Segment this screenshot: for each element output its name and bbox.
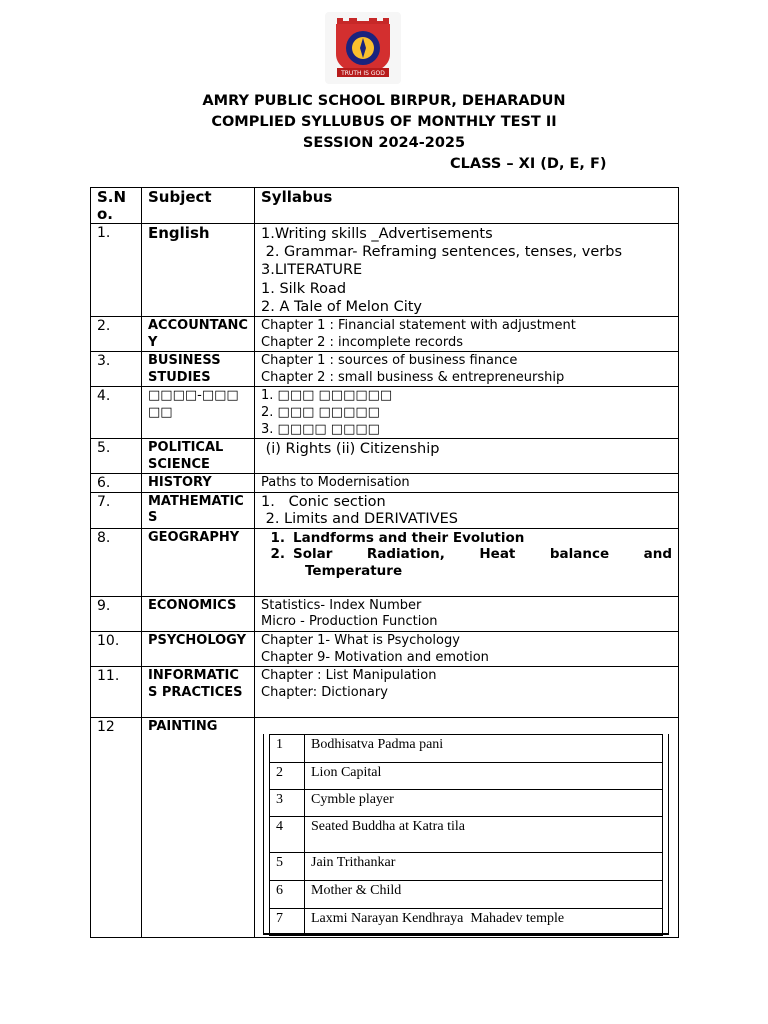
row-syllabus: [255, 667, 679, 718]
syllabus-line: 1.Writing skills _Advertisements: [261, 226, 493, 242]
row-sno: 10.: [91, 631, 142, 666]
syllabus-line: 2. Limits and DERIVATIVES: [261, 510, 458, 527]
syllabus-line: Chapter : List Manipulation: [261, 668, 437, 684]
painting-row: [270, 853, 663, 881]
table-row: [91, 317, 679, 352]
row-subject: MATHEMATICS: [142, 492, 255, 528]
painting-row: [270, 763, 663, 790]
geo-item-2: 2. Solar Radiation, Heat balance and Temperature: [270, 546, 672, 579]
row-syllabus: [255, 317, 679, 352]
syllabus-table: [90, 187, 679, 938]
syllabus-line: 1. □□□ □□□□□□: [261, 388, 393, 404]
table-header-row: [91, 188, 679, 224]
row-syllabus: [255, 596, 679, 631]
row-sno: 4.: [91, 387, 142, 439]
painting-name: Bodhisatva Padma pani: [305, 735, 663, 763]
syllabus-line: Chapter 2 : small business & entrepreneurship: [261, 369, 565, 385]
row-syllabus: [255, 224, 679, 317]
row-subject: PSYCHOLOGY: [142, 631, 255, 666]
row-syllabus: Paths to Modernisation: [255, 474, 679, 493]
row-sno: 12: [91, 718, 142, 938]
painting-name: Cymble player: [305, 790, 663, 817]
row-syllabus: [255, 528, 679, 596]
syllabus-line: 1. Silk Road: [261, 280, 347, 297]
syllabus-line: Landforms and their Evolution: [293, 529, 525, 546]
table-row: [91, 474, 679, 493]
painting-name: Jain Trithankar: [305, 853, 663, 881]
painting-row: [270, 790, 663, 817]
painting-row: [270, 909, 663, 936]
row-syllabus: [255, 492, 679, 528]
painting-name: Mother & Child: [305, 881, 663, 909]
row-sno: 9.: [91, 596, 142, 631]
row-subject: GEOGRAPHY: [142, 528, 255, 596]
syllabus-line: Chapter 9- Motivation and emotion: [261, 649, 489, 665]
row-syllabus: (i) Rights (ii) Citizenship: [255, 439, 679, 474]
syllabus-line: 2. Grammar- Reframing sentences, tenses, verbs: [261, 244, 622, 261]
row-sno: 8.: [91, 528, 142, 596]
syllabus-line: Statistics- Index Number: [261, 597, 422, 613]
document-title: COMPLIED SYLLUBUS OF MONTHLY TEST II: [211, 114, 557, 130]
syllabus-line: Chapter 1 : sources of business finance: [261, 353, 518, 369]
syllabus-line: 2. □□□ □□□□□: [261, 404, 380, 420]
syllabus-line: 3.LITERATURE: [261, 262, 363, 279]
syllabus-line: Chapter 1 : Financial statement with adjustment: [261, 318, 576, 334]
painting-number: 7: [270, 909, 305, 936]
row-sno: 6.: [91, 474, 142, 493]
table-row: [91, 352, 679, 387]
header-sno: S.No.: [91, 188, 142, 224]
geo-item-1: 1. Landforms and their Evolution: [270, 529, 525, 546]
row-sno: 3.: [91, 352, 142, 387]
logo-motto: TRUTH IS GOD: [341, 70, 385, 77]
table-row: [91, 528, 679, 596]
table-row: [91, 667, 679, 718]
row-syllabus: [255, 718, 679, 938]
school-name: AMRY PUBLIC SCHOOL BIRPUR, DEHARADUN: [202, 93, 566, 109]
row-subject: ACCOUNTANCY: [142, 317, 255, 352]
syllabus-line: Chapter 1- What is Psychology: [261, 632, 460, 648]
row-syllabus: [255, 352, 679, 387]
row-subject: PAINTING: [142, 718, 255, 938]
syllabus-line: 2. A Tale of Melon City: [261, 298, 423, 315]
class-line: CLASS – XI (D, E, F): [450, 156, 607, 172]
header-syllabus: Syllabus: [255, 188, 679, 224]
painting-number: 6: [270, 881, 305, 909]
painting-number: 1: [270, 735, 305, 763]
row-syllabus: [255, 387, 679, 439]
session-line: SESSION 2024-2025: [302, 135, 466, 151]
table-row: [91, 387, 679, 439]
table-row: [91, 631, 679, 666]
painting-number: 4: [270, 817, 305, 853]
table-row: [91, 439, 679, 474]
table-row: [91, 492, 679, 528]
syllabus-line: 1. Conic section: [261, 493, 386, 510]
syllabus-line: 3. □□□□ □□□□: [261, 421, 380, 437]
painting-row: [270, 881, 663, 909]
row-sno: 2.: [91, 317, 142, 352]
table-row: [91, 596, 679, 631]
painting-table: [269, 734, 663, 936]
row-subject: HISTORY: [142, 474, 255, 493]
row-sno: 5.: [91, 439, 142, 474]
row-sno: 1.: [91, 224, 142, 317]
painting-row: [270, 817, 663, 853]
row-syllabus: [255, 631, 679, 666]
syllabus-line: Micro - Production Function: [261, 614, 438, 630]
painting-number: 5: [270, 853, 305, 881]
row-subject: INFORMATICS PRACTICES: [142, 667, 255, 718]
row-sno: 11.: [91, 667, 142, 718]
row-subject: BUSINESS STUDIES: [142, 352, 255, 387]
table-row: [91, 224, 679, 317]
row-subject: ECONOMICS: [142, 596, 255, 631]
painting-table-frame: [263, 734, 669, 935]
painting-name: Lion Capital: [305, 763, 663, 790]
header-subject: Subject: [142, 188, 255, 224]
table-row: [91, 718, 679, 938]
painting-name: Seated Buddha at Katra tila: [305, 817, 663, 853]
row-sno: 7.: [91, 492, 142, 528]
painting-number: 3: [270, 790, 305, 817]
row-subject: □□□□-□□□□□: [142, 387, 255, 439]
row-subject: English: [142, 224, 255, 317]
row-subject: POLITICAL SCIENCE: [142, 439, 255, 474]
painting-number: 2: [270, 763, 305, 790]
school-logo: [323, 12, 403, 84]
syllabus-line: Chapter 2 : incomplete records: [261, 334, 464, 350]
painting-name: Laxmi Narayan Kendhraya Mahadev temple: [305, 909, 663, 936]
syllabus-line: Chapter: Dictionary: [261, 684, 388, 700]
painting-row: [270, 735, 663, 763]
